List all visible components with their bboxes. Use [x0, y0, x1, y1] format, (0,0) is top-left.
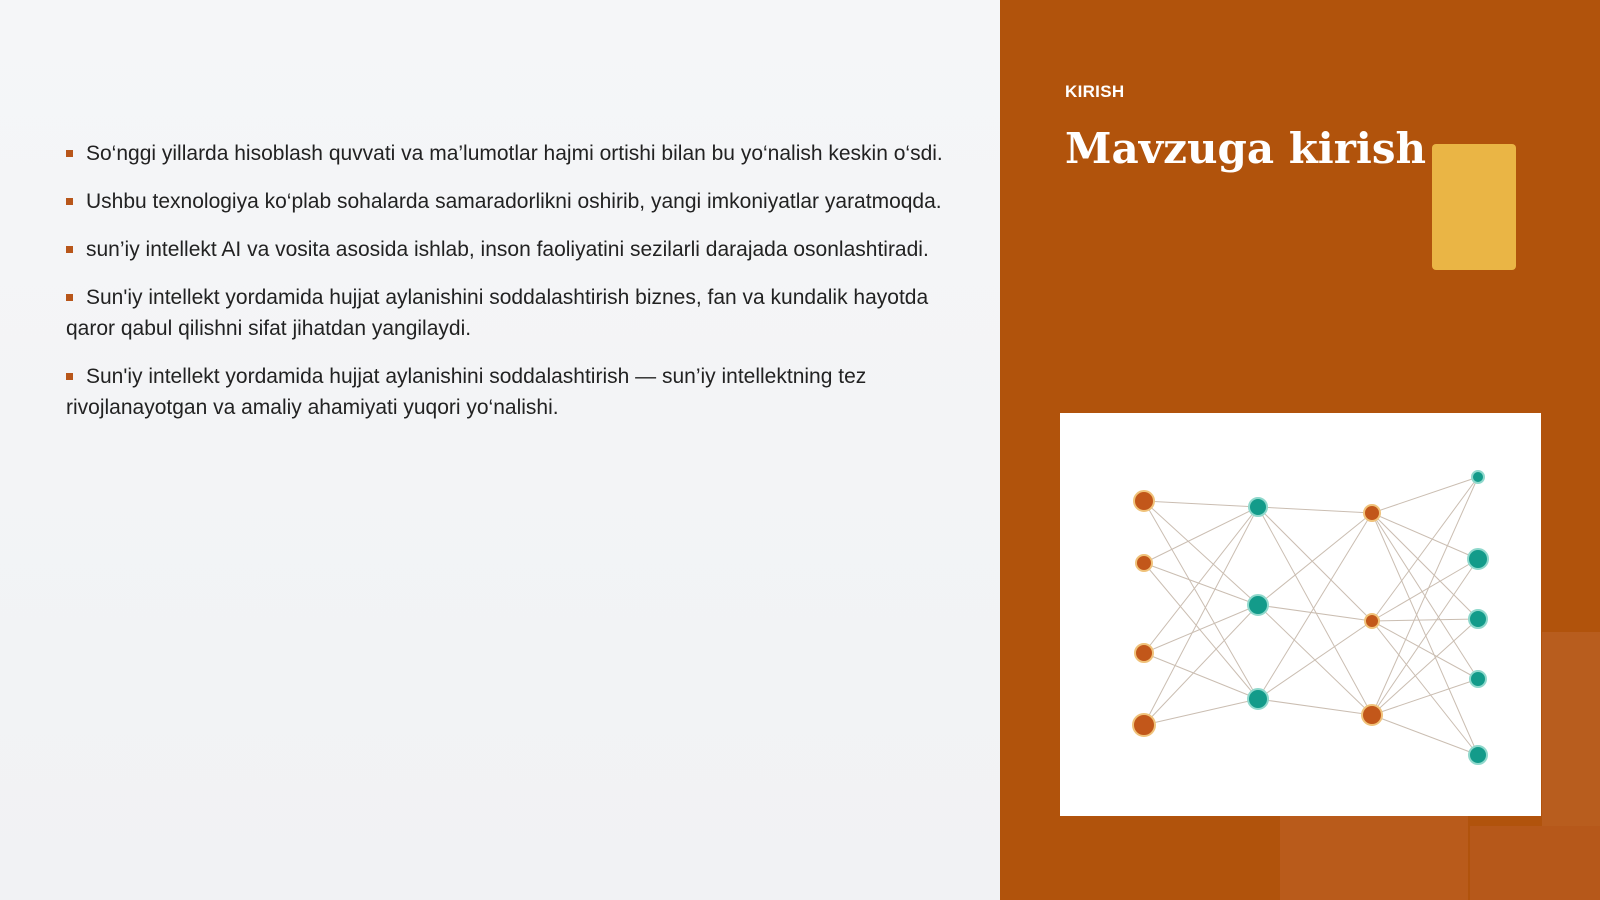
bullet-text: So‘nggi yillarda hisoblash quvvati va ma’lumotlar hajmi ortishi bilan bu yo‘nalish keskin o‘sdi.	[86, 142, 943, 165]
bullet-item	[66, 186, 946, 217]
bullet-marker-icon	[66, 373, 73, 380]
section-kicker: KIRISH	[1065, 82, 1125, 101]
bullet-marker-icon	[66, 198, 73, 205]
bullet-item	[66, 234, 946, 265]
bullet-text: Sun'iy intellekt yordamida hujjat aylanishini soddalashtirish biznes, fan va kundalik hayotda qaror qabul qilishni sifat jihatdan yangilaydi.	[66, 286, 929, 340]
bullet-text: sun’iy intellekt AI va vosita asosida ishlab, inson faoliyatini sezilarli darajada osonlashtiradi.	[86, 238, 929, 261]
neural-network-image	[1060, 413, 1541, 816]
bullet-text: Sun'iy intellekt yordamida hujjat aylanishini soddalashtirish — sun’iy intellektning tez rivojlanayotgan va amaliy ahamiyati yuqori yo‘nalishi.	[66, 365, 867, 419]
title-panel	[1000, 0, 1600, 900]
bullet-list	[66, 138, 946, 440]
bullet-item	[66, 282, 946, 344]
bullet-item	[66, 138, 946, 169]
slide-title: Mavzuga kirish	[1065, 124, 1427, 173]
bullet-marker-icon	[66, 246, 73, 253]
neural-network-diagram-icon	[1060, 413, 1541, 816]
bullet-marker-icon	[66, 294, 73, 301]
network-edges	[1144, 477, 1478, 755]
bullet-item	[66, 361, 946, 423]
decorative-block	[1280, 816, 1468, 900]
bullet-marker-icon	[66, 150, 73, 157]
decorative-block	[1470, 826, 1600, 900]
network-nodes	[1133, 471, 1488, 764]
accent-block	[1432, 144, 1516, 270]
bullet-text: Ushbu texnologiya ko‘plab sohalarda samaradorlikni oshirib, yangi imkoniyatlar yaratmoqda.	[86, 190, 942, 213]
